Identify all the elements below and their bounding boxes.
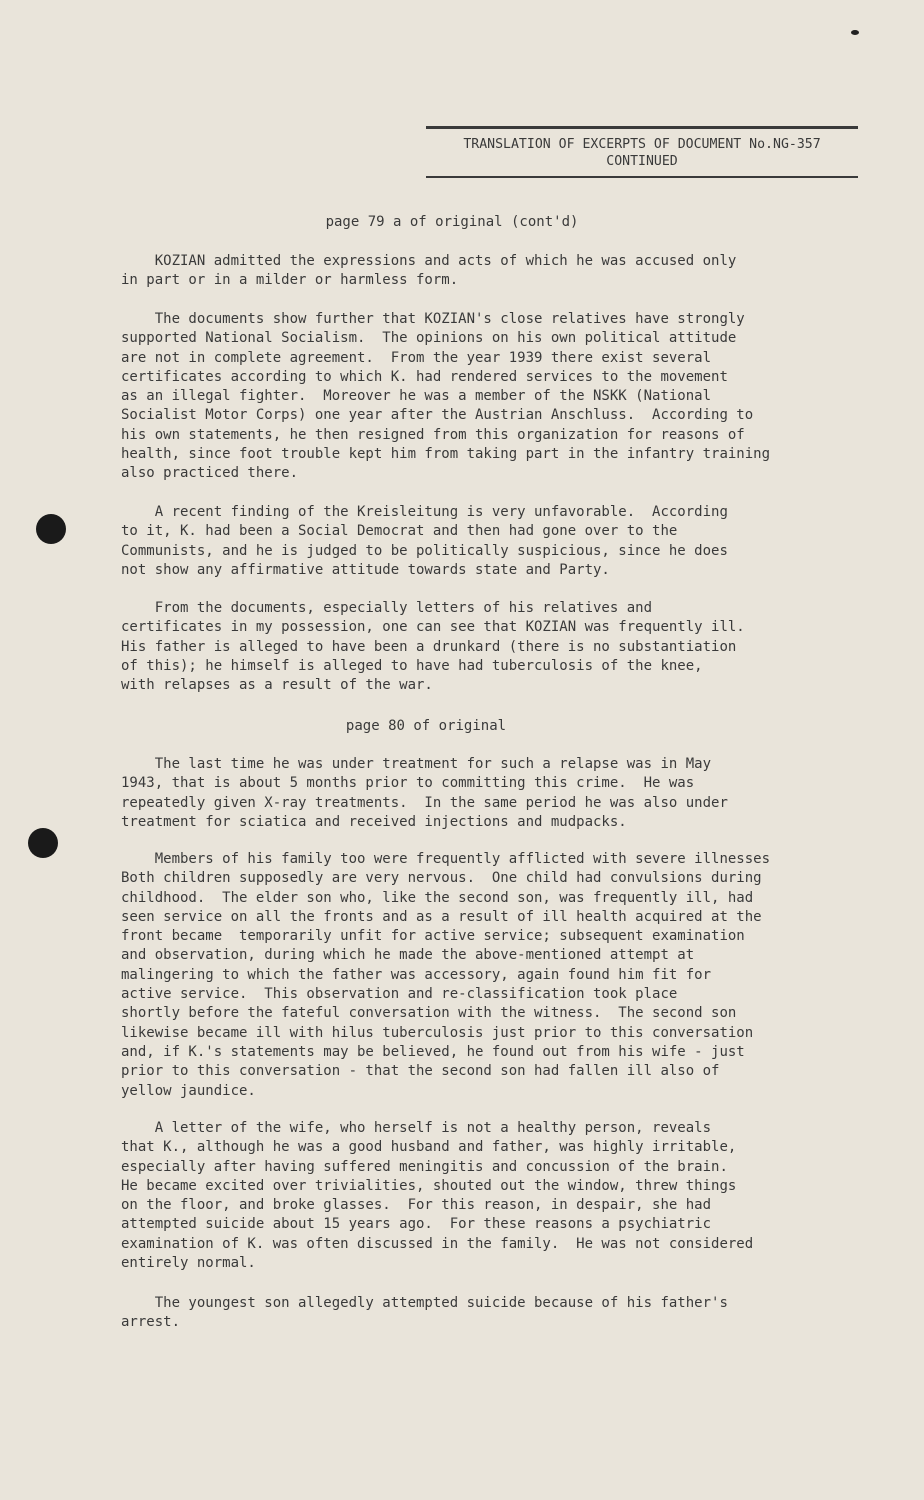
text-line: attempted suicide about 15 years ago. For these reasons a psychiatric <box>121 1216 712 1233</box>
text-line: entirely normal. <box>121 1255 256 1272</box>
text-line: prior to this conversation - that the second son had fallen ill also of <box>121 1063 720 1080</box>
paragraph <box>121 252 881 291</box>
header-title: TRANSLATION OF EXCERPTS OF DOCUMENT No.NG-357 <box>463 137 821 152</box>
text-line: treatment for sciatica and received injections and mudpacks. <box>121 813 627 830</box>
text-line: A letter of the wife, who herself is not a healthy person, reveals <box>121 1120 712 1136</box>
text-line: not show any affirmative attitude towards state and Party. <box>121 561 610 578</box>
text-line: arrest. <box>121 1314 181 1331</box>
text-line: His father is alleged to have been a drunkard (there is no substantiation <box>121 638 737 655</box>
text-line: Both children supposedly are very nervous. One child had convulsions during <box>121 870 762 887</box>
text-line: Communists, and he is judged to be politically suspicious, since he does <box>121 542 728 559</box>
text-line: and, if K.'s statements may be believed, he found out from his wife - just <box>121 1043 745 1060</box>
paragraph <box>121 599 881 695</box>
text-line: front became temporarily unfit for active service; subsequent examination <box>121 928 745 945</box>
text-line: He became excited over trivialities, shouted out the window, threw things <box>121 1177 737 1194</box>
punch-hole <box>36 514 66 544</box>
text-line: The last time he was under treatment for such a relapse was in May <box>121 756 712 772</box>
text-line: A recent finding of the Kreisleitung is very unfavorable. According <box>121 504 728 520</box>
text-line: From the documents, especially letters of his relatives and <box>121 600 653 616</box>
document-header <box>426 126 858 178</box>
text-line: seen service on all the fronts and as a result of ill health acquired at the <box>121 908 762 925</box>
text-line: in part or in a milder or harmless form. <box>121 272 459 289</box>
text-line: examination of K. was often discussed in the family. He was not considered <box>121 1235 754 1252</box>
text-line: 1943, that is about 5 months prior to committing this crime. He was <box>121 775 695 792</box>
text-line: especially after having suffered meningitis and concussion of the brain. <box>121 1158 728 1175</box>
text-line: KOZIAN admitted the expressions and acts of which he was accused only <box>121 253 737 269</box>
paragraph <box>121 850 881 1101</box>
text-line: childhood. The elder son who, like the second son, was frequently ill, had <box>121 889 754 906</box>
text-line: of this); he himself is alleged to have had tuberculosis of the knee, <box>121 657 703 674</box>
punch-hole <box>28 828 58 858</box>
text-line: Socialist Motor Corps) one year after the Austrian Anschluss. According to <box>121 407 754 424</box>
paragraph <box>121 1294 881 1333</box>
paragraph <box>121 755 881 832</box>
text-line: his own statements, he then resigned from this organization for reasons of <box>121 426 745 443</box>
text-line: health, since foot trouble kept him from taking part in the infantry training <box>121 446 771 463</box>
text-line: yellow jaundice. <box>121 1082 256 1099</box>
text-line: on the floor, and broke glasses. For this reason, in despair, she had <box>121 1197 712 1214</box>
text-line: active service. This observation and re-classification took place <box>121 986 678 1003</box>
text-line: malingering to which the father was accessory, again found him fit for <box>121 966 712 983</box>
text-line: Members of his family too were frequently afflicted with severe illnesses <box>121 851 771 867</box>
paragraph <box>121 503 881 580</box>
text-line: The youngest son allegedly attempted suicide because of his father's <box>121 1295 728 1311</box>
text-line: shortly before the fateful conversation with the witness. The second son <box>121 1005 737 1022</box>
text-line: also practiced there. <box>121 465 299 482</box>
text-line: supported National Socialism. The opinions on his own political attitude <box>121 330 737 347</box>
paragraph <box>121 310 881 484</box>
text-line: with relapses as a result of the war. <box>121 677 433 694</box>
text-line: The documents show further that KOZIAN's close relatives have strongly <box>121 311 745 327</box>
text-line: to it, K. had been a Social Democrat and then had gone over to the <box>121 523 678 540</box>
text-line: are not in complete agreement. From the year 1939 there exist several <box>121 349 712 366</box>
text-line: repeatedly given X-ray treatments. In the same period he was also under <box>121 794 728 811</box>
text-line: certificates according to which K. had rendered services to the movement <box>121 368 728 385</box>
text-line: and observation, during which he made the above-mentioned attempt at <box>121 947 695 964</box>
header-continued: CONTINUED <box>606 154 678 169</box>
text-line: certificates in my possession, one can see that KOZIAN was frequently ill. <box>121 619 745 636</box>
page-reference: page 80 of original <box>345 718 507 734</box>
page-reference: page 79 a of original (cont'd) <box>325 214 579 230</box>
ink-speck <box>851 30 859 35</box>
text-line: as an illegal fighter. Moreover he was a member of the NSKK (National <box>121 388 712 405</box>
header-rule <box>426 126 858 129</box>
text-line: likewise became ill with hilus tuberculosis just prior to this conversation <box>121 1024 754 1041</box>
header-rule <box>426 176 858 178</box>
text-line: that K., although he was a good husband and father, was highly irritable, <box>121 1139 737 1156</box>
paragraph <box>121 1119 881 1273</box>
